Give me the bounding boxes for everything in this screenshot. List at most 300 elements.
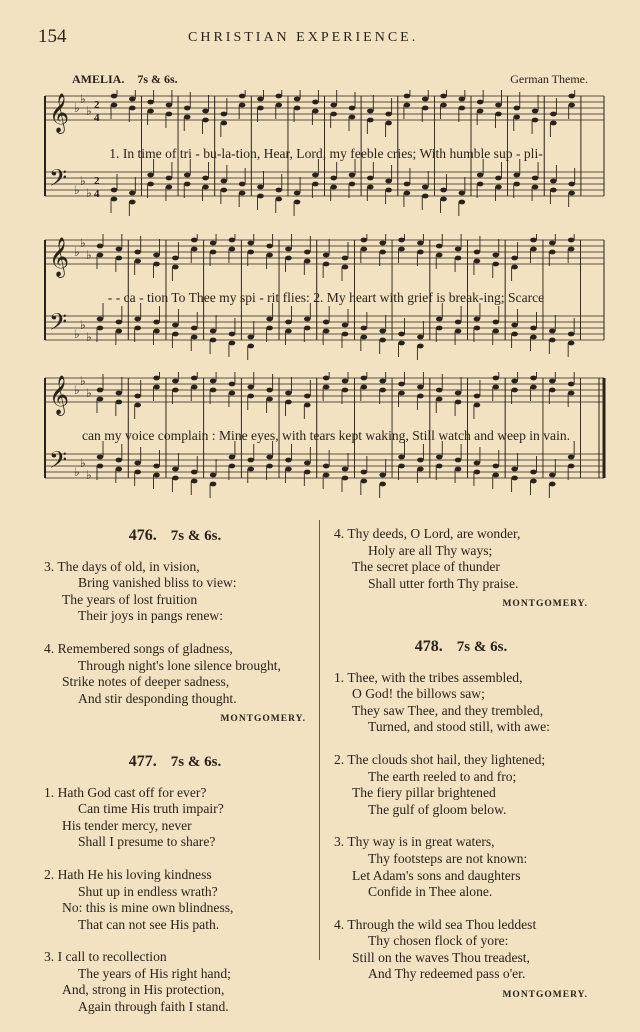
note-icon (422, 194, 429, 199)
note-icon (492, 464, 499, 469)
note-icon (304, 403, 311, 408)
note-icon (247, 394, 254, 399)
note-icon (323, 473, 330, 478)
note-icon (202, 109, 209, 114)
verse-line: 2. Hath He his loving kindness (44, 866, 212, 882)
stanza (334, 752, 588, 818)
note-icon (202, 185, 209, 190)
note-icon (385, 112, 392, 117)
note-icon (530, 247, 537, 252)
bass-clef-icon: 𝄢 (49, 446, 68, 479)
note-icon (111, 103, 118, 108)
note-icon (568, 94, 575, 99)
note-icon (379, 482, 386, 487)
verse-line: Again through faith I stand. (78, 999, 229, 1015)
note-icon (229, 391, 236, 396)
hymn-number: 477. (128, 752, 157, 770)
note-icon (210, 250, 217, 255)
note-icon (367, 109, 374, 114)
note-icon (229, 247, 236, 252)
note-icon (568, 332, 575, 337)
note-icon (568, 238, 575, 243)
note-icon (323, 385, 330, 390)
note-icon (349, 182, 356, 187)
note-icon (210, 388, 217, 393)
note-icon (172, 332, 179, 337)
note-icon (116, 467, 123, 472)
note-icon (285, 320, 292, 325)
verse-line: Their joys in pangs renew: (78, 608, 223, 624)
note-icon (404, 191, 411, 196)
page-number: 154 (38, 26, 67, 47)
note-icon (398, 464, 405, 469)
note-icon (342, 323, 349, 328)
note-icon (530, 479, 537, 484)
note-icon (530, 385, 537, 390)
stanza (334, 917, 588, 983)
note-icon (285, 247, 292, 252)
note-icon (459, 106, 466, 111)
note-icon (455, 329, 462, 334)
note-icon (191, 326, 198, 331)
note-icon (323, 376, 330, 381)
note-icon (172, 467, 179, 472)
note-icon (474, 403, 481, 408)
note-icon (147, 182, 154, 187)
note-icon (379, 250, 386, 255)
note-icon (492, 320, 499, 325)
note-icon (116, 391, 123, 396)
flat-icon: ♭ (86, 330, 92, 344)
note-icon (257, 97, 264, 102)
note-icon (349, 106, 356, 111)
note-icon (153, 385, 160, 390)
verse-line: The years of lost fruition (62, 591, 198, 607)
verse-line: 1. Hath God cast off for ever? (44, 784, 207, 800)
verse-line: 2. The clouds shot hail, they lightened; (334, 751, 546, 767)
note-icon (229, 464, 236, 469)
note-icon (210, 338, 217, 343)
verse-line: Thy chosen flock of yore: (368, 933, 509, 949)
note-icon (550, 121, 557, 126)
note-icon (549, 482, 556, 487)
note-icon (323, 320, 330, 325)
flat-icon: ♭ (86, 104, 92, 118)
note-icon (129, 200, 136, 205)
hymn-meter: 7s & 6s. (456, 638, 508, 655)
note-icon (129, 106, 136, 111)
verse-line: Shall I presume to share? (78, 834, 216, 850)
note-icon (285, 329, 292, 334)
note-icon (436, 253, 443, 258)
note-icon (417, 458, 424, 463)
note-icon (455, 467, 462, 472)
note-icon (495, 103, 502, 108)
note-icon (568, 247, 575, 252)
note-icon (349, 115, 356, 120)
note-icon (191, 247, 198, 252)
flat-icon: ♭ (74, 327, 80, 341)
note-icon (385, 179, 392, 184)
note-icon (513, 115, 520, 120)
flat-icon: ♭ (86, 248, 92, 262)
note-icon (417, 250, 424, 255)
verse-line: The gulf of gloom below. (368, 801, 507, 817)
note-icon (361, 326, 368, 331)
note-icon (304, 461, 311, 466)
note-icon (210, 482, 217, 487)
note-icon (530, 326, 537, 331)
note-icon (191, 376, 198, 381)
note-icon (568, 191, 575, 196)
note-icon (492, 262, 499, 267)
bass-clef-icon: 𝄢 (49, 308, 68, 341)
note-icon (97, 244, 104, 249)
note-icon (532, 109, 539, 114)
note-icon (116, 329, 123, 334)
note-icon (511, 388, 518, 393)
note-icon (342, 265, 349, 270)
note-icon (172, 265, 179, 270)
flat-icon: ♭ (74, 101, 80, 115)
note-icon (275, 103, 282, 108)
note-icon (191, 470, 198, 475)
note-icon (210, 473, 217, 478)
note-icon (417, 394, 424, 399)
note-icon (111, 94, 118, 99)
note-icon (474, 470, 481, 475)
verse-line: And stir desponding thought. (78, 690, 237, 706)
note-icon (191, 335, 198, 340)
hymn-heading-477 (44, 754, 306, 771)
note-icon (361, 247, 368, 252)
lyric-line-3: can my voice complain : Mine eyes, with tears kept waking, Still watch and weep in vain. (81, 428, 571, 443)
note-icon (361, 479, 368, 484)
note-icon (568, 341, 575, 346)
verse-line: Turned, and stood still, with awe: (368, 719, 550, 735)
verse-line: 1. Thee, with the tribes assembled, (334, 669, 523, 685)
note-icon (229, 332, 236, 337)
note-icon (294, 106, 301, 111)
verse-line: 3. I call to recollection (44, 949, 167, 965)
note-icon (239, 103, 246, 108)
time-signature-icon: 4 (94, 112, 100, 124)
hymn-meter: 7s & 6s. (170, 753, 222, 770)
note-icon (147, 100, 154, 105)
note-icon (513, 173, 520, 178)
note-icon (153, 253, 160, 258)
note-icon (266, 326, 273, 331)
note-icon (221, 112, 228, 117)
verse-line: The earth reeled to and fro; (368, 768, 517, 784)
note-icon (184, 182, 191, 187)
verse-line: Still on the waves Thou treadest, (352, 949, 530, 965)
note-icon (367, 185, 374, 190)
note-icon (285, 391, 292, 396)
note-icon (492, 253, 499, 258)
note-icon (153, 320, 160, 325)
note-icon (549, 379, 556, 384)
hymn-heading-476 (44, 528, 306, 545)
stanza (44, 949, 306, 1015)
flat-icon: ♭ (74, 465, 80, 479)
note-icon (134, 403, 141, 408)
note-icon (440, 188, 447, 193)
note-icon (153, 473, 160, 478)
note-icon (492, 376, 499, 381)
note-icon (266, 455, 273, 460)
stanza (334, 670, 588, 736)
note-icon (550, 112, 557, 117)
note-icon (492, 385, 499, 390)
note-icon (532, 118, 539, 123)
note-icon (97, 388, 104, 393)
note-icon (191, 479, 198, 484)
note-icon (398, 455, 405, 460)
note-icon (229, 455, 236, 460)
note-icon (285, 400, 292, 405)
note-icon (477, 182, 484, 187)
note-icon (361, 238, 368, 243)
verse-line: And, strong in His protection, (62, 982, 225, 998)
note-icon (474, 394, 481, 399)
note-icon (379, 388, 386, 393)
note-icon (513, 106, 520, 111)
note-icon (172, 323, 179, 328)
note-icon (398, 341, 405, 346)
note-icon (184, 106, 191, 111)
note-icon (134, 394, 141, 399)
stanza (334, 834, 588, 900)
note-icon (568, 382, 575, 387)
flat-icon: ♭ (80, 174, 86, 188)
note-icon (530, 376, 537, 381)
note-icon (191, 238, 198, 243)
flat-icon: ♭ (74, 183, 80, 197)
note-icon (239, 94, 246, 99)
note-icon (511, 476, 518, 481)
note-icon (116, 256, 123, 261)
note-icon (530, 335, 537, 340)
stanza (44, 785, 306, 851)
note-icon (266, 244, 273, 249)
note-icon (312, 182, 319, 187)
music-system-2 (42, 234, 610, 364)
note-icon (530, 470, 537, 475)
note-icon (342, 332, 349, 337)
note-icon (166, 185, 173, 190)
note-icon (266, 464, 273, 469)
note-icon (417, 385, 424, 390)
note-icon (477, 173, 484, 178)
time-signature-icon: 2 (94, 175, 100, 187)
note-icon (417, 335, 424, 340)
note-icon (532, 185, 539, 190)
note-icon (304, 326, 311, 331)
verse-line: Strike notes of deeper sadness, (62, 674, 230, 690)
stanza (44, 867, 306, 933)
verse-line: That can not see His path. (78, 916, 220, 932)
flat-icon: ♭ (80, 318, 86, 332)
treble-clef-icon: 𝄞 (49, 93, 70, 133)
verse-line: Thy footsteps are not known: (368, 850, 528, 866)
treble-clef-icon: 𝄞 (49, 237, 70, 277)
note-icon (495, 176, 502, 181)
note-icon (97, 464, 104, 469)
note-icon (568, 464, 575, 469)
note-icon (398, 391, 405, 396)
note-icon (210, 241, 217, 246)
note-icon (455, 256, 462, 261)
flat-icon: ♭ (74, 245, 80, 259)
note-icon (398, 382, 405, 387)
note-icon (134, 250, 141, 255)
note-icon (379, 473, 386, 478)
note-icon (285, 458, 292, 463)
note-icon (266, 388, 273, 393)
flat-icon: ♭ (74, 383, 80, 397)
note-icon (474, 461, 481, 466)
verse-line: No: this is mine own blindness, (62, 900, 234, 916)
note-icon (330, 112, 337, 117)
note-icon (304, 470, 311, 475)
flat-icon: ♭ (80, 92, 86, 106)
note-icon (379, 241, 386, 246)
note-icon (257, 106, 264, 111)
note-icon (342, 256, 349, 261)
bass-clef-icon: 𝄢 (49, 164, 68, 197)
note-icon (568, 455, 575, 460)
note-icon (275, 94, 282, 99)
note-icon (294, 200, 301, 205)
note-icon (459, 200, 466, 205)
note-icon (422, 185, 429, 190)
verse-line: The fiery pillar brightened (352, 785, 496, 801)
note-icon (550, 179, 557, 184)
note-icon (134, 259, 141, 264)
note-icon (134, 326, 141, 331)
verse-line: 3. The days of old, in vision, (44, 558, 200, 574)
note-icon (229, 382, 236, 387)
note-icon (134, 470, 141, 475)
note-icon (436, 464, 443, 469)
note-icon (436, 317, 443, 322)
note-icon (342, 467, 349, 472)
stanza (334, 526, 588, 592)
note-icon (275, 197, 282, 202)
note-icon (455, 247, 462, 252)
hymn-author: MONTGOMERY. (502, 990, 588, 1001)
note-icon (247, 458, 254, 463)
note-icon (361, 385, 368, 390)
note-icon (210, 329, 217, 334)
tune-name: AMELIA. (72, 72, 125, 86)
verse-line: 4. Thy deeds, O Lord, are wonder, (334, 526, 521, 541)
note-icon (398, 332, 405, 337)
note-icon (323, 329, 330, 334)
note-icon (129, 191, 136, 196)
note-icon (511, 265, 518, 270)
note-icon (549, 329, 556, 334)
tune-heading (72, 72, 588, 88)
note-icon (323, 464, 330, 469)
note-icon (172, 476, 179, 481)
note-icon (568, 182, 575, 187)
note-icon (285, 467, 292, 472)
note-icon (530, 238, 537, 243)
note-icon (367, 176, 374, 181)
note-icon (474, 250, 481, 255)
note-icon (166, 112, 173, 117)
note-icon (417, 344, 424, 349)
verse-line: Let Adam's sons and daughters (352, 867, 521, 883)
note-icon (436, 326, 443, 331)
note-icon (361, 376, 368, 381)
note-icon (221, 179, 228, 184)
note-icon (440, 103, 447, 108)
note-icon (304, 394, 311, 399)
verse-line: They saw Thee, and they trembled, (352, 702, 544, 718)
note-icon (459, 97, 466, 102)
note-icon (330, 103, 337, 108)
note-icon (455, 400, 462, 405)
note-icon (166, 103, 173, 108)
note-icon (97, 317, 104, 322)
note-icon (294, 191, 301, 196)
note-icon (549, 250, 556, 255)
note-icon (436, 455, 443, 460)
note-icon (257, 185, 264, 190)
stanza (44, 559, 306, 625)
right-column (334, 526, 588, 1030)
note-icon (511, 332, 518, 337)
music-system-3 (42, 372, 610, 502)
note-icon (330, 185, 337, 190)
note-icon (202, 176, 209, 181)
note-icon (404, 94, 411, 99)
note-icon (550, 188, 557, 193)
flat-icon: ♭ (80, 236, 86, 250)
note-icon (172, 388, 179, 393)
note-icon (385, 121, 392, 126)
note-icon (477, 100, 484, 105)
note-icon (153, 376, 160, 381)
note-icon (342, 379, 349, 384)
note-icon (422, 97, 429, 102)
note-icon (361, 335, 368, 340)
note-icon (455, 458, 462, 463)
note-icon (153, 464, 160, 469)
running-title: CHRISTIAN EXPERIENCE. (188, 30, 419, 45)
note-icon (229, 238, 236, 243)
note-icon (398, 247, 405, 252)
note-icon (97, 455, 104, 460)
note-icon (532, 176, 539, 181)
lyric-line-2: - - ca - tion To Thee my spi - rit flies: 2. My heart with grief is break-ing; Scarce (107, 290, 545, 305)
note-icon (379, 338, 386, 343)
verse-line: Confide in Thee alone. (368, 884, 493, 900)
note-icon (97, 253, 104, 258)
note-icon (153, 262, 160, 267)
note-icon (440, 197, 447, 202)
note-icon (239, 191, 246, 196)
note-icon (312, 100, 319, 105)
note-icon (549, 388, 556, 393)
note-icon (116, 320, 123, 325)
note-icon (97, 326, 104, 331)
hymn-author: MONTGOMERY. (220, 714, 306, 725)
note-icon (116, 247, 123, 252)
